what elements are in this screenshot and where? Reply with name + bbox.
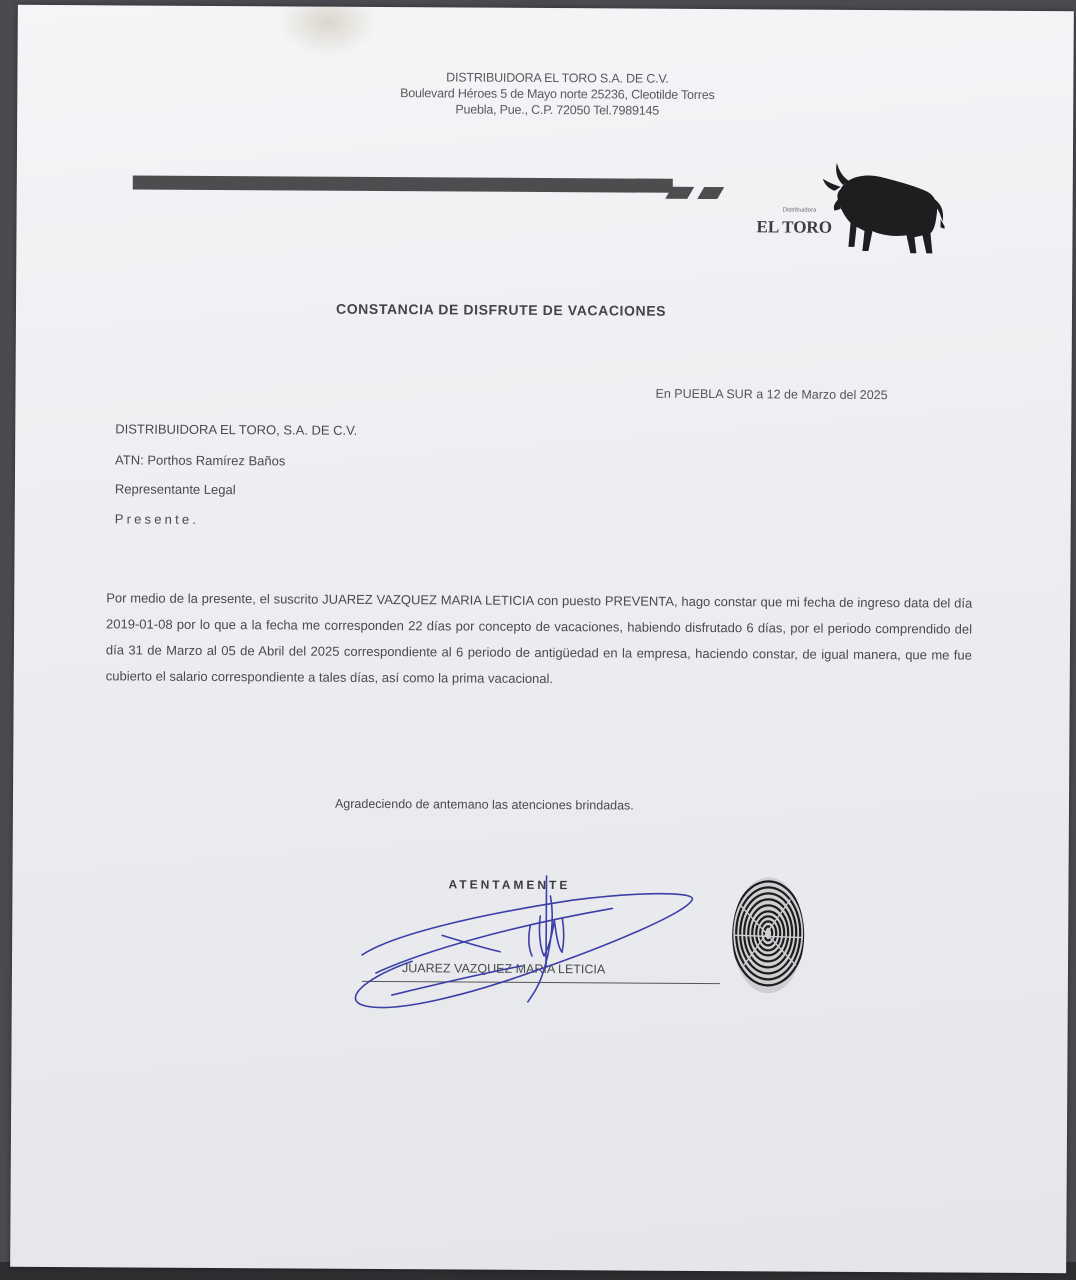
recipient-company: DISTRIBUIDORA EL TORO, S.A. DE C.V. [115,421,358,438]
recipient-role: Representante Legal [114,481,236,498]
closing: ATENTAMENTE [448,877,571,893]
logo-caption: Distribuidora [782,207,817,214]
document-page [10,5,1074,1273]
letterhead [317,69,797,120]
header-band-segment [697,187,724,199]
salutation: Presente. [114,511,200,527]
logo-brand: EL TORO [756,217,833,237]
fingerprint-icon [730,875,807,995]
signer-name: JUAREZ VAZQUEZ MARIA LETICIA [401,961,606,977]
company-name: DISTRIBUIDORA EL TORO S.A. DE C.V. [446,70,669,86]
body-paragraph: Por medio de la presente, el suscrito JUAREZ VAZQUEZ MARIA LETICIA con puesto PREVENTA, hago constar que mi fecha de ingreso data del día 2019-01-08 por lo que a la fecha me corresponden 22 días por concepto de vacaciones, habiendo disfrutado 6 días, por el periodo comprendido del día 31 de Marzo al 05 de Abril del 2025 correspondiente al 6 periodo de antigüedad en la empresa, haciendo constar, de igual manera, que me fue cubierto el salario correspondiente a tales días, así como la prima vacacional. [105,590,973,687]
paper-stain [278,5,378,57]
document-title: CONSTANCIA DE DISFRUTE DE VACACIONES [335,300,667,319]
thanks-line: Agradeciendo de antemano las atenciones brindadas. [334,796,634,813]
signature-icon [332,855,753,1028]
company-city-phone: Puebla, Pue., C.P. 72050 Tel.7989145 [455,102,660,118]
company-address: Boulevard Héroes 5 de Mayo norte 25236, Cleotilde Torres [400,86,715,103]
recipient-attention: ATN: Porthos Ramírez Baños [115,452,286,469]
header-band [133,175,673,192]
place-date: En PUEBLA SUR a 12 de Marzo del 2025 [655,386,888,403]
